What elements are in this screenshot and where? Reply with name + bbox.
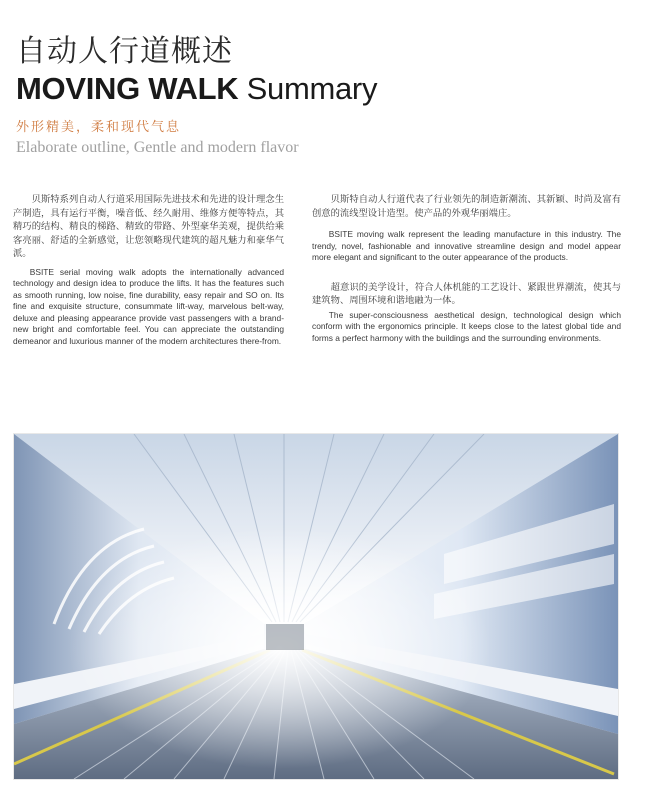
page-title-cn: 自动人行道概述 [16,34,233,69]
title-en-light: Summary [238,71,378,106]
left-paragraph-cn: 贝斯特系列自动人行道采用国际先进技术和先进的设计理念生产制造，具有运行平衡，噪音低、经久耐用、维修方便等特点，其精巧的结构、精良的梯路、精致的带路、外型豪华美观，提供给乘客亮丽、舒适的全新感觉，让您领略现代建筑的超凡魅力和豪华气派。 [13,194,284,260]
page-title-en [16,72,377,106]
left-text-column [13,193,284,347]
subtitle-cn: 外形精美，柔和现代气息 [16,120,182,135]
moving-walkway-photo [13,433,619,780]
title-en-bold: MOVING WALK [16,71,239,106]
right-paragraph-1-cn: 贝斯特自动人行道代表了行业领先的制造新潮流、其新颖、时尚及富有创意的流线型设计造型。使产品的外观华丽端庄。 [312,194,621,219]
subtitle-en: Elaborate outline, Gentle and modern flavor [16,139,299,156]
right-paragraph-1-en: BSITE moving walk represent the leading manufacture in this industry. The trendy, novel, fashionable and innovative streamline design and model appear more elegant and significant to the outer appearance of the products. [312,229,621,263]
left-paragraph-en: BSITE serial moving walk adopts the internationally advanced technology and design idea to produce the lifts. It has the features such as smooth running, low noise, fine durability, easy repair and SO on. Its fine and exquisite structure, consummate lift-way, marvelous belt-way, deluxe and pleasing appearance provide vast passengers with a brand-new bright and comfortable feel. You can appreciate the outstanding demeanor and luxurious manner of the modern architectures there-from. [13,266,284,346]
right-text-column [312,193,621,344]
right-paragraph-2-en: The super-consciousness aesthetical design, technological design which conform with the ergonomics principle. It keeps close to the latest global tide and forms a perfect harmony with the buildings and the surrounding environments. [312,309,621,343]
right-paragraph-2-cn: 超意识的美学设计，符合人体机能的工艺设计、紧跟世界潮流，使其与建筑物、周围环境和谐地融为一体。 [312,281,621,307]
